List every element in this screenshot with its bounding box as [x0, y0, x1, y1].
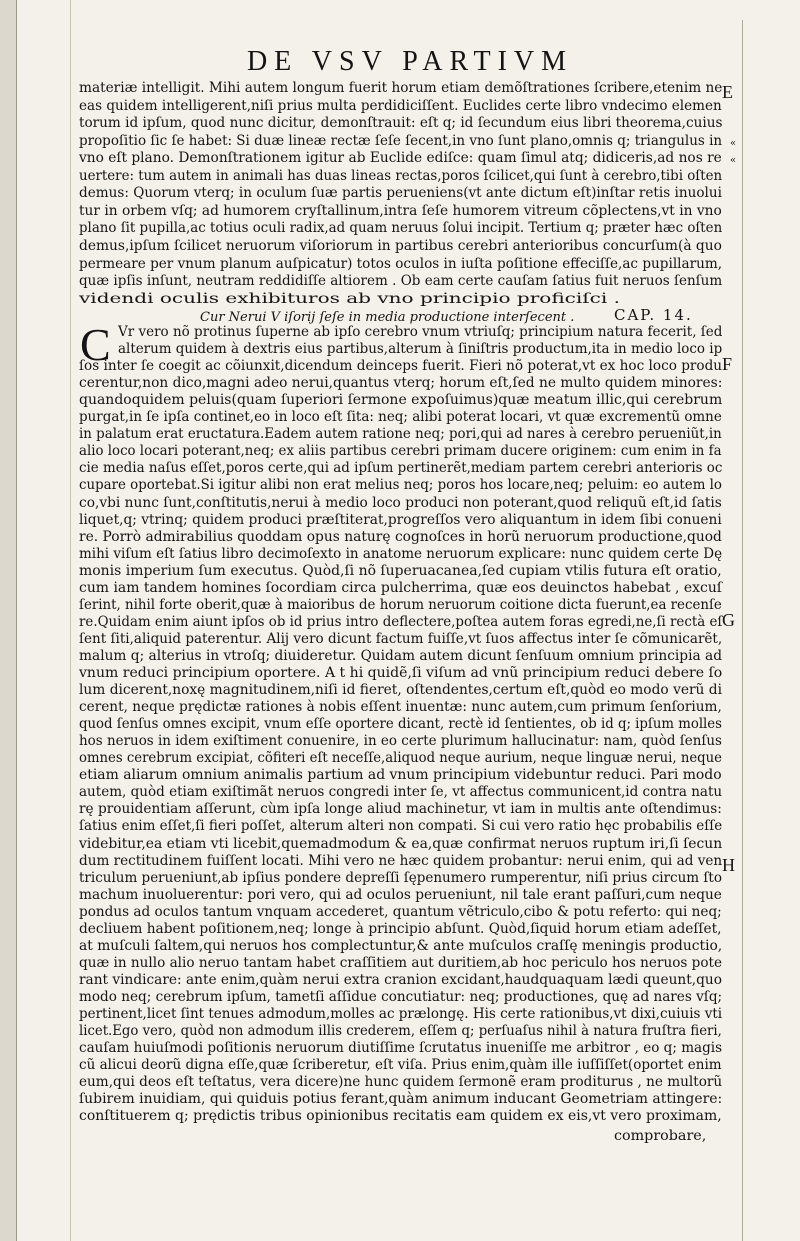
text-line: tur in orbem vſq; ad humorem cryſtallinum,intra ſeſe humorem vitreum cõplectens,vt in vno: [79, 202, 722, 219]
text-line: ſatius enim eſſet,ſi fieri poſſet, alterum alteri non compati. Si cui vero ratio hęc probabilis eſſe: [79, 818, 723, 835]
text-line: rant vindicare: ante enim,quàm nerui extra cranion excidant,haudquaquam lædi queunt,quo: [79, 971, 722, 988]
text-line: omnes cerebrum excipiat, cõfiteri eſt neceſſe,aliquod neque aurium, neque linguæ nerui, neque: [79, 750, 722, 767]
text-line: rę prouidentiam aſſerunt, cùm ipſa longe aliud machinetur, vt iam in multis ante oſtendimus:: [79, 801, 722, 818]
text-line: Vr vero nõ protinus ſuperne ab ipſo cerebro vnum vtriuſq; principium natura fecerit, ſed: [118, 324, 723, 340]
text-line: alio loco locari poterant,neq; ex aliis partibus cerebri primam ducere originem: cum enim in fa: [79, 443, 722, 460]
text-line: vno eſt plano. Demonſtrationem igitur ab Euclide ediſce: quam ſimul atq; didiceris,ad nos re: [79, 150, 722, 167]
catchword: comprobare,: [614, 1128, 707, 1144]
text-line: torum id ipſum, quod nunc dicitur, demonſtrauit: eſt q; id ſecundum eius libri theorema,cuius: [79, 115, 723, 132]
text-line: eum,qui deos eſt teſtatus, vera dicere)ne hunc quidem ſermonẽ eram proditurus , ne multorũ: [79, 1074, 723, 1091]
text-line: at muſculi ſaltem,qui neruos hos complectuntur,& ante muſculos craſſę meningis productio,: [79, 937, 723, 954]
text-line: videndi oculis exhibituros ab vno principio proficiſci .: [79, 290, 621, 307]
text-line: quandoquidem peluis(quam ſuperiori ſermone expoſuimus)quæ meatum illic,qui cerebrum: [79, 392, 723, 409]
text-line: liquet,q; vtrinq; quidem produci præſtiterat,progreſſos vero aliquantum in idem ſibi conueni: [79, 511, 722, 528]
text-line: in palatum erat eructatura.Eadem autem ratione neq; pori,qui ad nares à cerebro perueniũt,in: [79, 426, 722, 443]
margin-letter-h: H: [722, 855, 735, 875]
text-line: pondus ad oculos tantum vnquam accederet, quantum vẽtriculo,cibo & potu referto: qui neq;: [79, 903, 722, 920]
text-line: purgat,in ſe ipſa continet,eo in loco eſt ſita: neq; alibi poterat locari, vt quæ excrementũ omne: [79, 409, 722, 426]
text-line: lum dicerent,noxę magnitudinem,niſi id fieret, oſtendentes,certum eſt,quòd eo modo verũ di: [79, 682, 723, 699]
chapter-number: CAP. 14.: [614, 306, 693, 324]
right-rule: [742, 20, 743, 1241]
text-line: alterum quidem à dextris eius partibus,alterum à ſiniſtris productum,ita in medio loco ip: [118, 341, 723, 358]
text-line: videbitur,ea etiam vti licebit,quemadmodum & ea,quæ confirmat neruos ruptum iri,ſi ſecun: [79, 835, 723, 852]
text-line: plano ſit pupilla,ac totius oculi radix,ad quam neruus ſolui incipit. Tertium q; præter hæc oſten: [79, 220, 723, 237]
text-line: demus,ipſum ſcilicet neruorum viſoriorum in partibus cerebri anterioribus concurſum(à quo: [79, 237, 722, 254]
binding-gutter: [0, 0, 16, 1241]
text-line: quæ in nullo alio neruo tantam habet craſſitiem aut duritiem,ab hoc periculo hos neruos pote: [79, 954, 723, 971]
text-line: re.Quidam enim aiunt ipſos ob id prius intro deflectere,poſtea autem foras egredi,ne,ſi rectà eſ: [79, 613, 723, 630]
text-line: cupare oportebat.Si igitur alibi non erat melius neq; poros hos locare,neq; peluim: eo autem lo: [79, 477, 722, 494]
text-line: machum inuoluerentur: pori vero, qui ad oculos perueniunt, nil tale erant paſſuri,cum neque: [79, 886, 722, 903]
margin-letter-e: E: [722, 82, 733, 102]
text-line: triculum perueniunt,ab ipſius pondere depreſſi ſępenumero rumperentur, niſi prius circum ſto: [79, 869, 722, 886]
left-rule: [70, 0, 71, 1241]
text-line: modo neq; cerebrum ipſum, tametſi aſſidue concutiatur: neq; productiones, quę ad nares vſq;: [79, 988, 723, 1005]
text-line: autem, quòd etiam exiſtimãt neruos congredi inter ſe, vt affectus communicent,id contra natu: [79, 784, 723, 801]
text-line: cauſam huiuſmodi poſitionis neruorum diutiſſime ſcrutatus inueniſſe me arbitror , eo q; magis: [79, 1040, 723, 1057]
text-line: mihi viſum eſt ſatius libro decimoſexto in anatome neruorum explicare: nunc quidem certe Dę: [79, 545, 723, 562]
text-line: cum iam tandem homines ſocordiam circa pulcherrima, quæ eos deuinctos habebat , excuſ: [79, 579, 722, 596]
chapter-title: Cur Nerui V iſorij ſeſe in media productione interſecent .: [200, 310, 575, 325]
drop-capital: C: [80, 319, 111, 370]
text-line: etiam aliarum omnium animalis partium ad vnum principium videbuntur reduci. Pari modo: [79, 767, 722, 784]
text-line: monis imperium ſum executus. Quòd,ſi nõ ſuperuacanea,ſed cupiam vtilis futura eſt oratio,: [79, 562, 722, 579]
text-line: ſent ſiti,aliquid paterentur. Alij vero dicunt factum fuiſſe,vt ſuos affectus inter ſe cõmunicarẽt,: [79, 630, 723, 647]
text-line: conſtituerem q; prędictis tribus opinionibus recitatis eam quidem ex eis,vt vero proximam,: [79, 1108, 722, 1125]
text-line: demus: Quorum vterq; in oculum ſuæ partis perueniens(vt ante dictum eſt)inſtar retis inuolui: [79, 185, 722, 202]
text-line: ſos inter ſe coegit ac cõiunxit,dicendum deinceps fuerit. Fieri nõ poterat,vt ex hoc loco produ: [79, 358, 723, 375]
text-line: co,vbi nunc ſunt,conſtitutis,nerui à medio loco produci non poterant,quod reliquũ eſt,id ſatis: [79, 494, 722, 511]
text-line: quod ſenſus omnes excipit, vnum eſſe oportere dicant, rectè id ſentientes, ob id q; ipſum molles: [79, 716, 722, 733]
text-line: pertinent,licet ſint tenues admodum,molles ac prælongę. His certe rationibus,vt dixi,cuiuis vti: [79, 1006, 723, 1022]
text-line: decliuem habent poſitionem,neq; longe à principio abſunt. Quòd,ſiquid horum etiam adeſſet,: [79, 920, 722, 937]
gutter-edge: [16, 0, 17, 1241]
margin-quote-mark: «: [730, 138, 737, 149]
margin-letter-f: F: [722, 354, 733, 374]
text-line: re. Porrò admirabilius quoddam opus naturę cognoſces in horũ neruorum productione,quod: [79, 528, 722, 545]
margin-letter-g: G: [722, 610, 735, 630]
text-line: dum rectitudinem fuiſſent locati. Mihi vero ne hæc quidem probantur: nerui enim, qui ad ven: [79, 852, 723, 869]
text-line: ſubirem inuidiam, qui quiduis potius ferant,quàm animum inducant Geometriam attingere:: [79, 1091, 723, 1108]
text-line: licet.Ego vero, quòd non admodum illis crederem, eſſem q; perſuaſus nihil à natura fruſtra fieri,: [79, 1023, 722, 1040]
text-line: eas quidem intelligerent,niſi prius multa perdidiciſſent. Euclides certe libro vndecimo elemen: [79, 97, 722, 114]
text-line: materiæ intelligit. Mihi autem longum fuerit horum etiam demõſtrationes ſcribere,etenim ne: [79, 80, 723, 96]
text-line: cerentur,non dico,magni adeo nerui,quantus vterq; horum eſt,ſed ne multo quidem minores:: [79, 375, 723, 392]
text-line: quæ ipſis inſunt, neutram reddidiſſe altiorem . Ob eam certe cauſam ſatius fuit neruos ſenſum: [79, 273, 723, 290]
text-line: cie media naſus eſſet,poros certe,qui ad ipſum pertinerẽt,mediam partem cerebri anterioris oc: [79, 460, 723, 477]
text-line: cerent, neque prędictæ rationes à nobis eſſent inuentæ: nunc autem,cum primum ſenſorium,: [79, 699, 722, 716]
text-line: cũ alicui deorũ digna eſſe,quæ ſcriberetur, eſt viſa. Prius enim,quàm ille iuſſiſſet(oportet enim: [79, 1057, 722, 1074]
text-line: vnum reduci principium oportere. A t hi quidẽ,ſi viſum ad vnũ principium reduci debere ſo: [79, 665, 723, 681]
text-line: hos neruos in idem exiſtiment conuenire, in eo certe plurimum hallucinatur: nam, quòd ſenſus: [79, 733, 722, 750]
text-line: uertere: tum autem in animali has duas lineas rectas,poros ſcilicet,qui ſunt à cerebro,tibi oſten: [79, 167, 723, 184]
text-line: permeare per vnum planum auſpicatur) totos oculos in iuſta poſitione effeciſſe,ac pupillarum,: [79, 255, 723, 272]
text-line: malum q; alterius in vtroſq; diuideretur. Quidam autem dicunt ſenſuum omnium principia ad: [79, 647, 722, 664]
text-line: propoſitio ſic ſe habet: Si duæ lineæ rectæ ſeſe ſecent,in vno ſunt plano,omnis q; triangulus in: [79, 132, 723, 149]
margin-quote-mark: «: [730, 155, 737, 166]
text-line: ſerint, nihil forte oberit,quæ à maioribus de horum neruorum coitione dicta fuerunt,ea recenſe: [79, 596, 722, 613]
page-header: DE VSV PARTIVM: [246, 46, 574, 77]
